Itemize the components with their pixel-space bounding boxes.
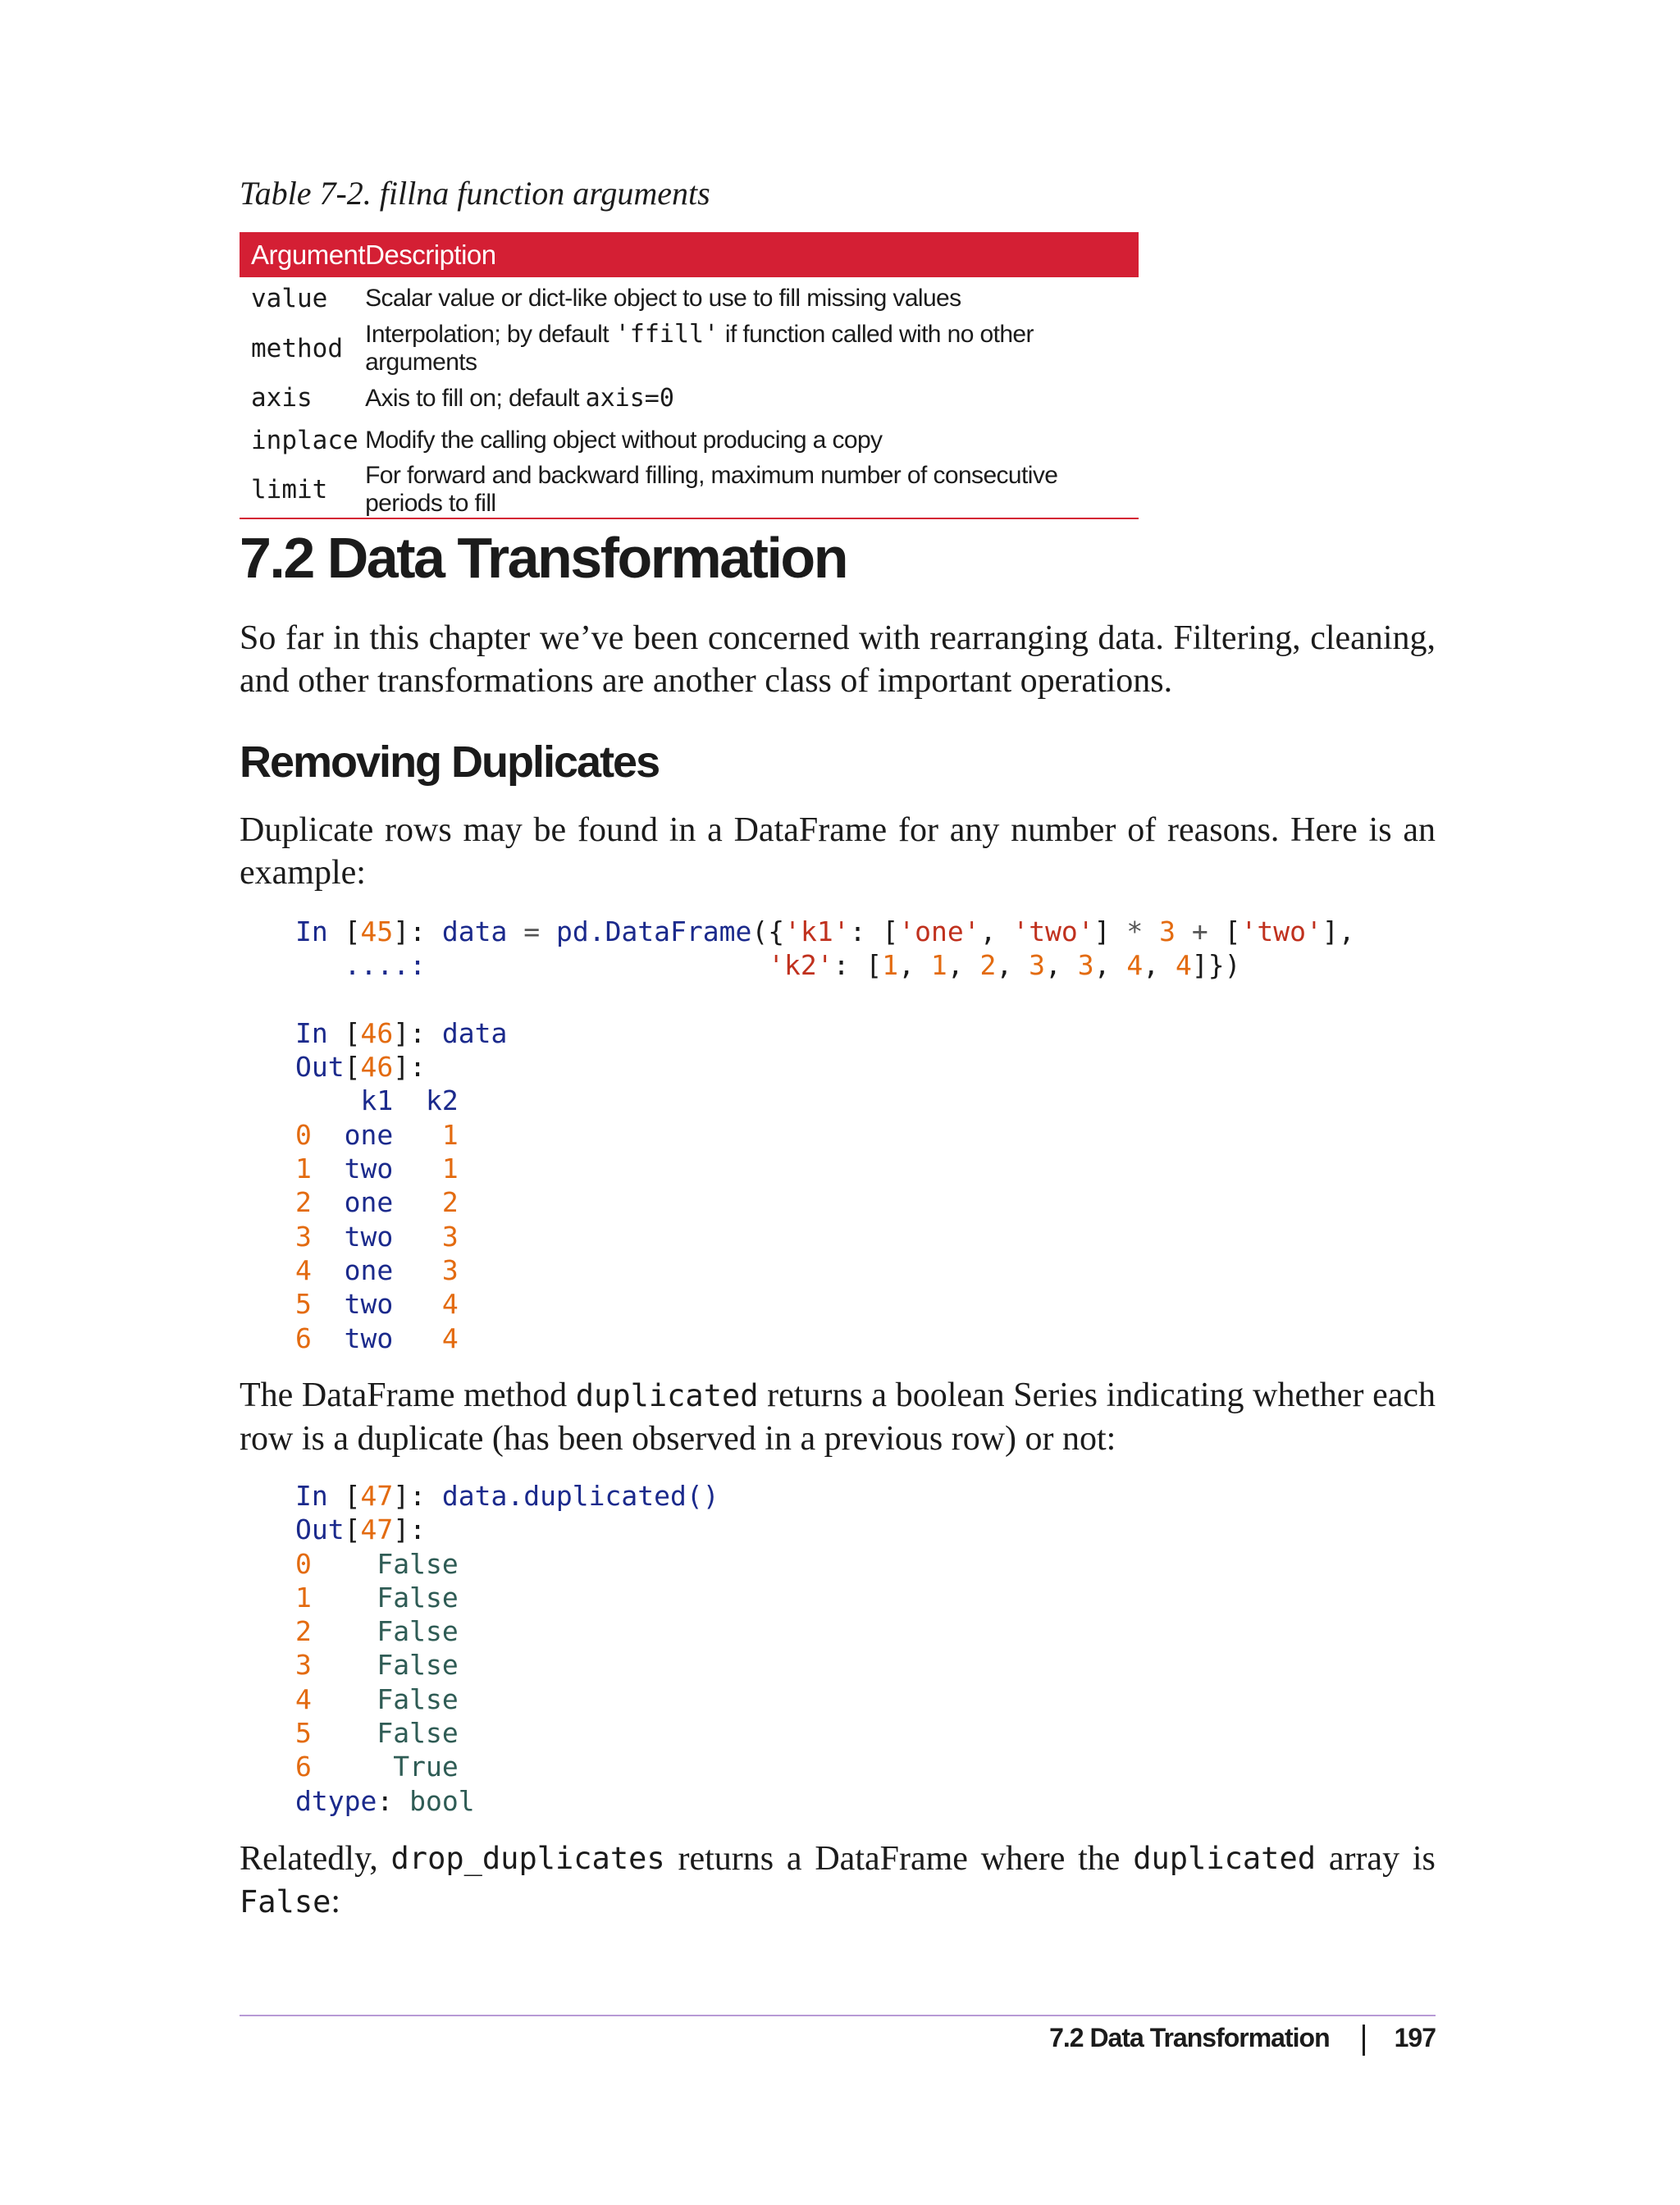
table-caption: Table 7-2. fillna function arguments <box>240 175 710 212</box>
text-span: False <box>377 1615 459 1648</box>
text-span: 2 <box>441 1186 459 1219</box>
text-span: False <box>377 1649 459 1682</box>
fillna-arguments-table <box>240 232 1139 519</box>
code-token: data <box>441 1016 508 1049</box>
table-row <box>240 419 1139 462</box>
code-block-dataframe: In [45]: data = pd.DataFrame({'k1': ['one', 'two'] * 3 + ['two'], ....: 'k2': [1, 1, 2, 3, 3, 4, 4]}) In [46]: data Out[46]: k1 k2 0 one 1 1 two 1 2 one 2 3 two 3 4 one 3 5 two 4 6 two 4 <box>295 915 1355 1354</box>
text-span: 3 <box>441 1220 459 1253</box>
text-span: 6 <box>295 1322 312 1354</box>
text-span: = <box>523 915 541 947</box>
text-span: 'k2' <box>768 949 833 982</box>
text-span: 1 <box>441 1118 459 1151</box>
text-span: False <box>240 1884 331 1920</box>
table-row <box>240 377 1139 419</box>
desc-cell <box>365 320 1139 377</box>
code-token: 45 <box>360 915 394 947</box>
desc-text: Interpolation; by default <box>365 321 615 348</box>
table-row <box>240 320 1139 377</box>
text-span: data.duplicated() <box>441 1480 719 1512</box>
desc-code: 'ffill' <box>614 320 719 349</box>
text-span: DataFrame <box>815 1840 968 1878</box>
text-span: 3 <box>1077 949 1094 982</box>
text-span: 1 <box>930 949 947 982</box>
text-span: the <box>1078 1840 1121 1878</box>
text-span: 'two' <box>1012 915 1094 947</box>
arg-cell: limit <box>240 462 365 518</box>
text-span: bool <box>409 1784 475 1817</box>
text-span: 4 <box>441 1288 459 1321</box>
text-span: 1 <box>441 1153 459 1185</box>
text-span: 6 <box>295 1751 312 1783</box>
text-span: 2 <box>979 949 997 982</box>
text-span: one <box>344 1253 394 1286</box>
text-span: 1 <box>295 1153 312 1185</box>
table-header-row <box>240 232 1139 277</box>
text-span: 2 <box>295 1186 312 1219</box>
intro-paragraph: So far in this chapter we’ve been concerned with rearranging data. Filtering, cleaning, and other transformations are another class of important operations. <box>240 619 1436 700</box>
text-span: returns <box>678 1840 774 1878</box>
text-span <box>240 1838 1436 1880</box>
text-span: 4 <box>295 1253 312 1286</box>
text-span: two <box>344 1288 394 1321</box>
arg-cell: inplace <box>251 426 358 455</box>
desc-code: axis=0 <box>585 383 674 413</box>
text-span: 4 <box>295 1682 312 1715</box>
text-span: 4 <box>1126 949 1144 982</box>
text-span: 'k1' <box>784 915 850 947</box>
arg-cell: value <box>251 284 328 313</box>
text-span: two <box>344 1153 394 1185</box>
text-span: 4 <box>441 1322 459 1354</box>
section-heading: 7.2 Data Transformation <box>240 526 847 590</box>
desc-text: Axis to fill on; default <box>365 384 586 412</box>
text-span: 'one' <box>898 915 980 947</box>
text-span: where <box>980 1840 1066 1878</box>
text-span: False <box>377 1581 459 1614</box>
text-span: 0 <box>295 1547 312 1580</box>
text-span: 'two' <box>1240 915 1322 947</box>
text-span: Out <box>295 1051 345 1084</box>
header-argument: Argument <box>240 232 365 277</box>
text-span: pd.DataFrame <box>555 915 752 947</box>
subsection-heading: Removing Duplicates <box>240 737 660 787</box>
text-span: 3 <box>441 1253 459 1286</box>
text-span: False <box>377 1682 459 1715</box>
col-header: k2 <box>425 1084 459 1117</box>
text-span: The DataFrame method <box>240 1376 576 1414</box>
text-span: In <box>295 1016 328 1049</box>
text-span: 3 <box>295 1649 312 1682</box>
text-span: In <box>295 1480 328 1512</box>
text-span: 3 <box>1029 949 1046 982</box>
text-span: 46 <box>360 1051 394 1084</box>
text-span: Relatedly, <box>240 1840 378 1878</box>
text-span: 1 <box>295 1581 312 1614</box>
text-span: one <box>344 1118 394 1151</box>
header-description: Description <box>365 232 1139 277</box>
text-span: 1 <box>882 949 899 982</box>
text-span: 3 <box>1159 915 1176 947</box>
footer-separator <box>1363 2025 1365 2056</box>
text-span: False <box>377 1547 459 1580</box>
page-footer <box>1049 2023 1436 2056</box>
text-span: duplicated <box>1133 1841 1317 1876</box>
text-span: two <box>344 1220 394 1253</box>
desc-cell: Scalar value or dict-like object to use to fill missing values <box>365 285 961 312</box>
text-span: one <box>344 1186 394 1219</box>
desc-cell: For forward and backward filling, maximum number of consecutive periods to fill <box>365 462 1139 518</box>
table-row <box>240 462 1139 518</box>
text-span: 4 <box>1176 949 1192 982</box>
text-span: + <box>1191 915 1208 947</box>
text-span: : <box>331 1883 341 1920</box>
footer-section: 7.2 Data Transformation <box>1049 2023 1330 2052</box>
desc-text: if function called with no other arguments <box>365 321 1034 376</box>
desc-cell: Modify the calling object without producing a copy <box>365 427 883 454</box>
text-span: array <box>1328 1840 1400 1878</box>
footer-rule <box>240 2015 1436 2016</box>
text-span: 0 <box>295 1118 312 1151</box>
text-span: data <box>441 915 508 947</box>
text-span: 5 <box>295 1288 312 1321</box>
text-span: True <box>393 1751 459 1783</box>
text-span: * <box>1126 915 1144 947</box>
code-token: In <box>295 915 328 947</box>
drop-duplicates-paragraph <box>240 1838 1436 1924</box>
text-span: Out <box>295 1513 345 1546</box>
code-block-duplicated: In [47]: data.duplicated() Out[47]: 0 False 1 False 2 False 3 False 4 False 5 False 6 True dtype: bool <box>295 1480 719 1817</box>
desc-cell <box>365 377 1139 419</box>
text-span: 5 <box>295 1717 312 1750</box>
text-span: 3 <box>295 1220 312 1253</box>
arg-cell: method <box>251 333 343 363</box>
text-span: drop_duplicates <box>390 1841 665 1876</box>
text-span: False <box>377 1717 459 1750</box>
page-number: 197 <box>1394 2023 1436 2052</box>
table-row <box>240 277 1139 320</box>
text-span: returns a boolean Series indicating whether each row is a duplicate (has been observed in a previous row) or not: <box>240 1376 1436 1458</box>
arg-cell: axis <box>251 383 313 413</box>
text-span: dtype <box>295 1784 377 1817</box>
text-span: 47 <box>360 1513 394 1546</box>
inline-code: duplicated <box>575 1378 759 1413</box>
code-token: 46 <box>360 1016 394 1049</box>
code-token: ....: <box>344 949 426 982</box>
text-span: is <box>1412 1840 1436 1878</box>
col-header: k1 <box>360 1084 394 1117</box>
text-span: a <box>786 1840 802 1878</box>
text-span: 47 <box>360 1480 394 1512</box>
duplicated-paragraph <box>240 1374 1436 1460</box>
text-span: two <box>344 1322 394 1354</box>
duplicates-paragraph: Duplicate rows may be found in a DataFrame for any number of reasons. Here is an example: <box>240 811 1436 892</box>
text-span: 2 <box>295 1615 312 1648</box>
